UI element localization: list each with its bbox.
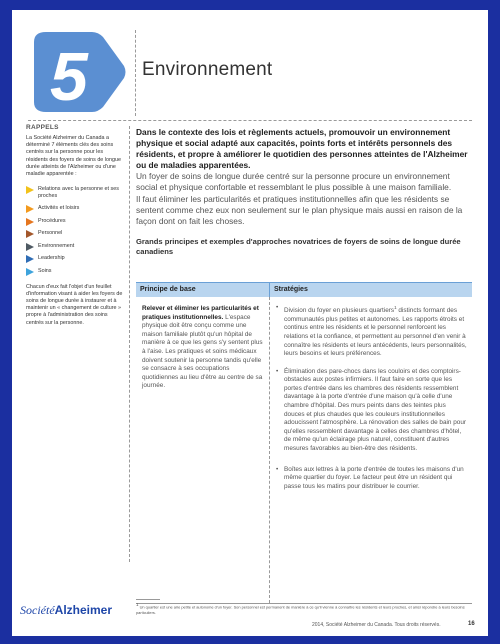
- bullet-icon: •: [276, 367, 279, 375]
- header-divider-vertical: [135, 30, 136, 116]
- column-header-strategies: Stratégies: [269, 283, 472, 297]
- strategy-text: Boîtes aux lettres à la porte d'entrée de toutes les maisons d'un même quartier du foyer. Le facteur peut être un résident qui passe tous les matins pour distribuer le courrier.: [284, 465, 464, 490]
- legend-item: [26, 218, 126, 226]
- legend-item: [26, 186, 126, 200]
- intro-paragraph: Il faut éliminer les particularités et pratiques institutionnelles afin que les résidents se sentent comme chez eux non seulement sur le plan physique mais aussi en raison de la façon dont on fait les choses.: [136, 193, 463, 226]
- legend-item: [26, 255, 126, 263]
- strategy-item: [276, 304, 468, 359]
- sidebar-heading: RAPPELS: [26, 124, 59, 131]
- table-row: [136, 297, 472, 604]
- legend-label: Soins: [38, 267, 52, 274]
- footnote: $^1$ Un quartier est une aire petite et autonome d'un foyer. Son personnel est permanent de manière à ce qu'il vienne à connaître les résidents et leurs proches, et ainsi répondre à leurs besoins particuliers.: [136, 602, 465, 615]
- page-title: Environnement: [142, 59, 273, 80]
- societe-alzheimer-logo: SociétéAlzheimer: [20, 603, 113, 617]
- chapter-number: 5: [50, 39, 88, 115]
- strategy-item: [276, 466, 468, 492]
- header-divider-horizontal: [28, 120, 472, 121]
- arrow-icon: [26, 218, 34, 226]
- chapter-badge: [28, 28, 128, 116]
- column-header-principle: Principe de base: [140, 286, 196, 293]
- intro-paragraph: Un foyer de soins de longue durée centré sur la personne procure un environnement social et physique confortable et ressemblant le plus possible à une maison familiale.: [136, 171, 452, 193]
- legend-item: [26, 268, 126, 276]
- principle-text: L'espace physique doit être conçu comme une maison familiale plutôt qu'un hôpital de manière à ce que les gens s'y sentent plus à l'aise. Les pratiques et soins médicaux doivent soutenir la personne tandis qu'elle se consacre à ses occupations quotidiennes au lieu d'être au centre de sa journée.: [142, 313, 263, 390]
- page-number: 16: [468, 621, 475, 627]
- bullet-icon: •: [276, 304, 279, 311]
- intro-statement: Dans le contexte des lois et règlements actuels, promouvoir un environnement physique et social adapté aux capacités, points forts et intérêts personnels des résidents, et propre à améliorer le quotidien des personnes atteintes de l'Alzheimer ou de maladies apparentées.: [136, 127, 468, 171]
- footnote-rule: [136, 599, 160, 600]
- sidebar-reminders: [26, 124, 126, 327]
- principle-cell: [136, 297, 269, 603]
- arrow-icon: [26, 205, 34, 213]
- sidebar-outro: Chacun d'eux fait l'objet d'un feuillet d'information visant à aider les foyers de soins de longue durée à instaurer et à maintenir un « changement de culture » propre à l'administration des soins centrés sur la personne.: [26, 283, 123, 326]
- section-subheading: Grands principes et exemples d'approches novatrices de foyers de soins de longue durée canadiens: [136, 236, 461, 257]
- legend-label: Procédures: [38, 217, 66, 224]
- principles-table: [136, 282, 472, 604]
- principle-title: Relever et éliminer les particularités et pratiques institutionnelles.: [142, 305, 259, 321]
- bullet-icon: •: [276, 465, 279, 473]
- arrow-icon: [26, 268, 34, 276]
- legend-item: [26, 205, 126, 213]
- legend-item: [26, 243, 126, 251]
- arrow-icon: [26, 186, 34, 194]
- copyright-notice: 2014, Société Alzheimer du Canada. Tous droits réservés.: [312, 622, 441, 628]
- page: [12, 10, 488, 636]
- legend-label: Leadership: [38, 255, 65, 262]
- footnote-ref: 1: [394, 305, 397, 310]
- legend-label: Activités et loisirs: [38, 205, 80, 212]
- legend-label: Environnement: [38, 242, 75, 249]
- legend-label: Relations avec la personne et ses proches: [38, 186, 119, 200]
- sidebar-intro: La Société Alzheimer du Canada a déterminé 7 éléments clés des soins centrés sur la personne pour les résidents des foyers de soins de longue durée atteints de l'Alzheimer ou d'une maladie apparentée :: [26, 135, 121, 178]
- arrow-icon: [26, 243, 34, 251]
- key-elements-legend: [26, 186, 126, 275]
- legend-item: [26, 230, 126, 238]
- arrow-icon: [26, 255, 34, 263]
- strategies-cell: [269, 297, 472, 603]
- strategy-text: Division du foyer en plusieurs quartiers$^1$ distincts formant des communautés plus petites et autonomes. Les rapports étroits et continus entre les résidents et le personnel renforcent les relations et la confiance, et permettent au personnel d'en venir à connaître les résidents et leurs antécédents, leurs personnalités, leurs besoins et leurs préférences.: [284, 305, 467, 358]
- table-header: [136, 282, 472, 297]
- arrow-icon: [26, 230, 34, 238]
- strategy-item: [276, 368, 468, 454]
- sidebar-divider: [129, 126, 130, 562]
- legend-label: Personnel: [38, 230, 63, 237]
- strategy-text: Élimination des pare-chocs dans les couloirs et des comptoirs-obstacles aux postes infirmiers. Il faut faire en sorte que les portes d'entrée dans les chambres des résidents ressemblent davantage à la porte d'entrée d'une maison qu'à celle d'une chambre d'hôpital. Des murs peints dans des teintes plus douces et plus chaudes que les couleurs institutionnelles adoucissent l'atmosphère. La rénovation des salles de bain pour qu'elles ressemblent davantage à celles des chambres d'hôtel, de même qu'un éclairage plus naturel, constituent d'autres mesures favorables au bien-être des résidents.: [284, 367, 467, 453]
- main-content: [136, 127, 472, 490]
